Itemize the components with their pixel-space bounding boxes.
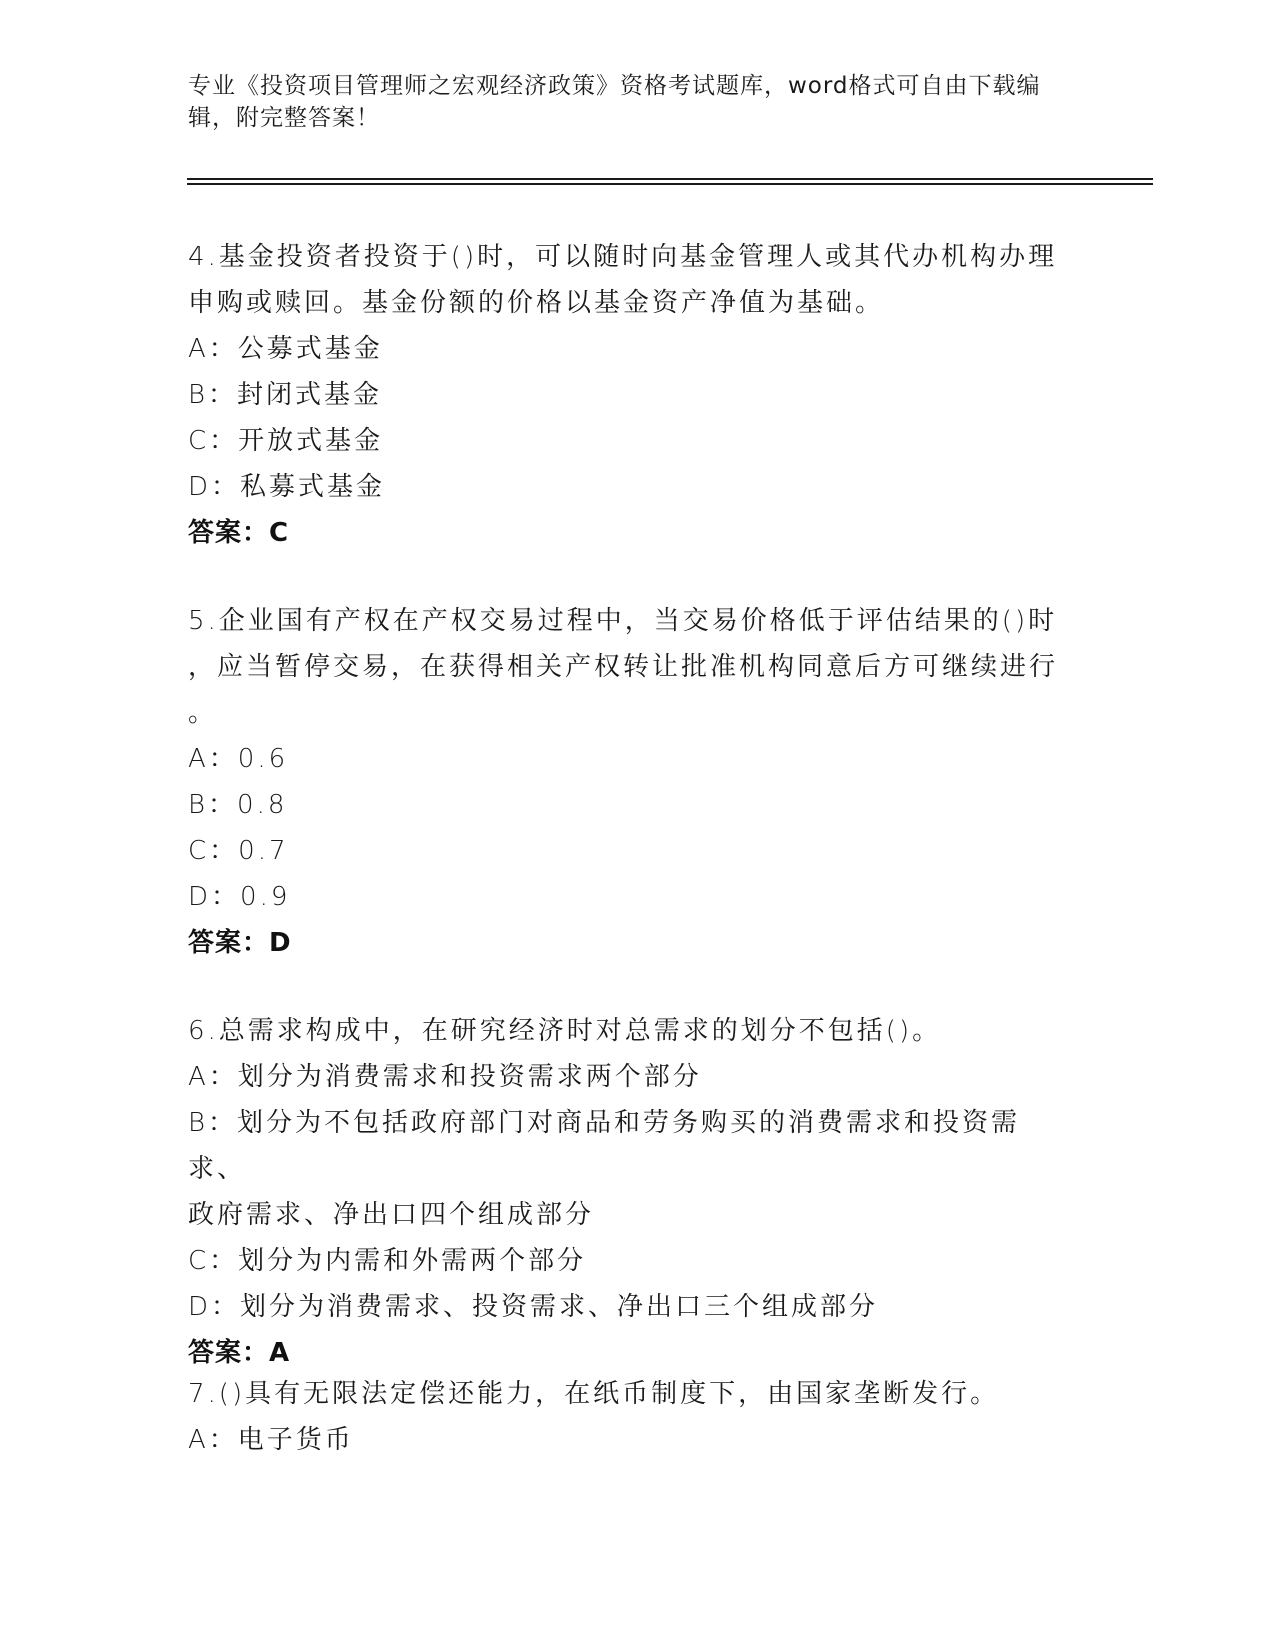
question-text-line: 。 [188,698,218,728]
option-d: D：0.9 [188,882,291,912]
option-a: A：公募式基金 [188,334,383,364]
question-6 [188,1008,1068,1376]
option-c: C：0.7 [188,836,289,866]
question-text-line: 4.基金投资者投资于()时，可以随时向基金管理人或其代办机构办理 [188,242,1058,272]
option-a: A：0.6 [188,744,289,774]
option-b: B：划分为不包括政府部门对商品和劳务购买的消费需求和投资需求、 [188,1108,1021,1184]
document-header [188,70,1068,134]
option-d: D：私募式基金 [188,472,386,502]
answer: 答案：D [188,928,292,958]
option-a: A：电子货币 [188,1425,354,1455]
header-divider-top [187,178,1153,180]
answer: 答案：A [188,1338,291,1368]
header-line-1: 专业《投资项目管理师之宏观经济政策》资格考试题库，word格式可自由下载编 [188,73,1041,99]
option-b: B：封闭式基金 [188,380,383,410]
question-text-line: 7.()具有无限法定偿还能力，在纸币制度下，由国家垄断发行。 [188,1379,1000,1409]
option-c: C：划分为内需和外需两个部分 [188,1246,587,1276]
question-text-line: 申购或赎回。基金份额的价格以基金资产净值为基础。 [188,288,885,318]
option-b: B：0.8 [188,790,288,820]
question-7 [188,1371,1068,1463]
question-5 [188,598,1068,966]
question-text-line: 5.企业国有产权在产权交易过程中，当交易价格低于评估结果的()时 [188,606,1058,636]
option-b-continued: 政府需求、净出口四个组成部分 [188,1200,595,1230]
question-4 [188,234,1068,556]
header-line-2: 辑，附完整答案！ [188,105,380,131]
question-text-line: 6.总需求构成中，在研究经济时对总需求的划分不包括()。 [188,1016,942,1046]
option-c: C：开放式基金 [188,426,384,456]
option-a: A：划分为消费需求和投资需求两个部分 [188,1062,702,1092]
option-d: D：划分为消费需求、投资需求、净出口三个组成部分 [188,1292,879,1322]
answer: 答案：C [188,518,290,548]
question-text-line: ，应当暂停交易，在获得相关产权转让批准机构同意后方可继续进行 [188,652,1059,682]
header-divider-bottom [187,183,1153,185]
